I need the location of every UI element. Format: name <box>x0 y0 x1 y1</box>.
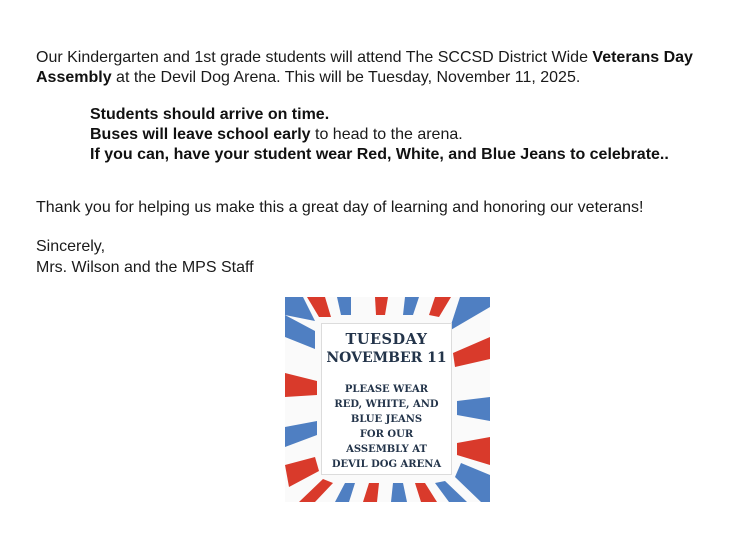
ray <box>363 483 379 502</box>
instructions-block <box>90 105 740 165</box>
event-flyer <box>285 297 490 502</box>
ray <box>299 479 333 502</box>
ray <box>375 297 388 315</box>
ray <box>429 297 451 317</box>
ray <box>415 483 437 502</box>
ray <box>391 483 407 502</box>
signature: Mrs. Wilson and the MPS Staff <box>36 259 254 276</box>
flyer-message-line: PLEASE WEAR <box>344 384 429 395</box>
ray <box>457 397 490 421</box>
ray <box>435 481 467 502</box>
ray <box>285 421 317 447</box>
thanks-paragraph: Thank you for helping us make this a great day of learning and honoring our veterans! <box>36 199 644 216</box>
instruction-arrive <box>90 105 740 125</box>
instruction-buses <box>90 125 740 145</box>
ray <box>457 437 490 465</box>
ray <box>335 483 355 502</box>
flyer-message-line: FOR OUR <box>359 429 414 440</box>
ray <box>285 315 315 349</box>
ray <box>403 297 419 315</box>
sign-off: Sincerely, <box>36 238 106 255</box>
ray <box>285 373 317 397</box>
instruction-arrive-text: Students should arrive on time. <box>90 106 330 123</box>
ray <box>337 297 351 315</box>
flyer-date: NOVEMBER 11 <box>326 350 447 366</box>
event-name: Veterans Day Assembly <box>36 49 693 86</box>
closing <box>36 236 254 278</box>
ray <box>285 457 319 487</box>
instruction-buses-bold: Buses will leave school early <box>90 126 311 143</box>
ray <box>449 297 490 331</box>
flyer-day: TUESDAY <box>345 331 428 348</box>
flyer-message-line: DEVIL DOG ARENA <box>331 459 442 470</box>
flyer-message <box>322 382 451 472</box>
intro-text-end: at the Devil Dog Arena. This will be Tuesday, November 11, 2025. <box>111 69 581 86</box>
intro-text-start: Our Kindergarten and 1st grade students will attend The SCCSD District Wide <box>36 49 593 66</box>
ray <box>453 337 490 367</box>
instruction-attire-text: If you can, have your student wear Red, White, and Blue Jeans to celebrate.. <box>90 146 669 163</box>
instruction-attire <box>90 145 740 165</box>
flyer-message-line: RED, WHITE, AND <box>334 399 439 410</box>
intro-paragraph <box>36 48 736 88</box>
flyer-message-line: ASSEMBLY AT <box>346 444 427 455</box>
flyer-card <box>321 323 452 475</box>
instruction-buses-rest: to head to the arena. <box>310 126 463 143</box>
flyer-message-line: BLUE JEANS <box>350 414 423 425</box>
